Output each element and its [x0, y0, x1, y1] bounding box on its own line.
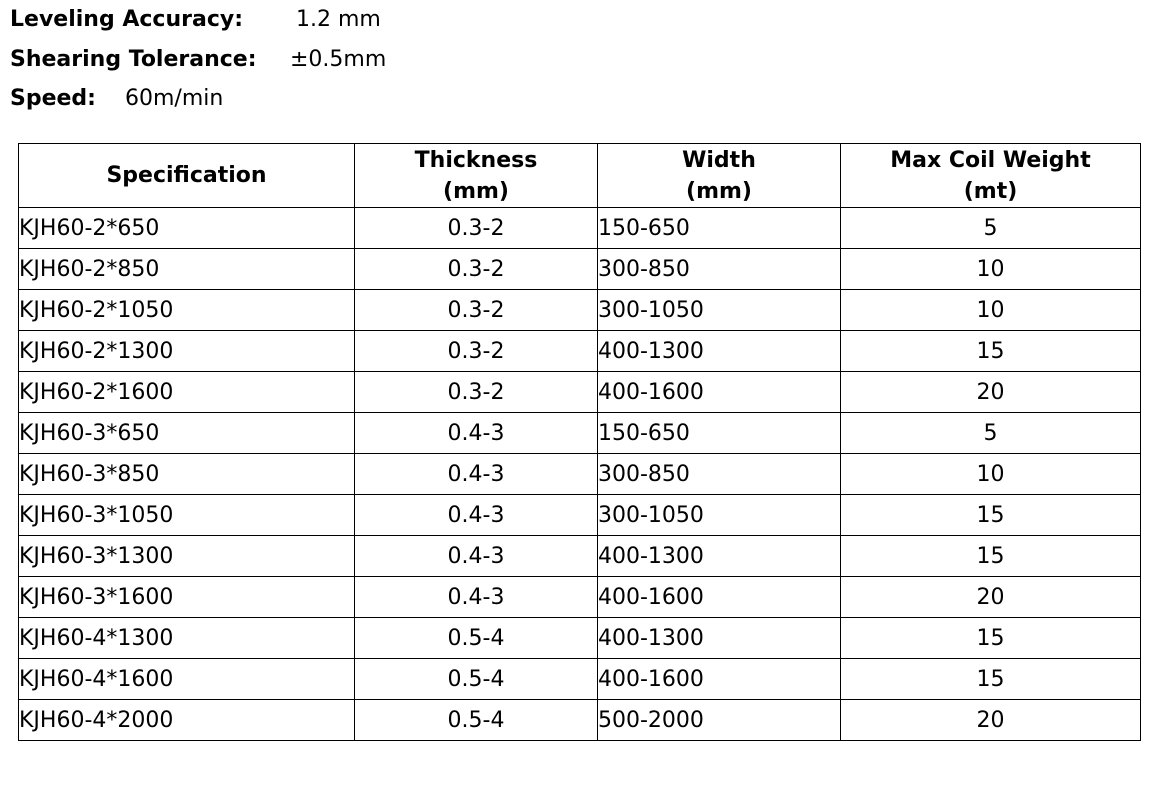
table-row — [19, 659, 1141, 700]
table-row — [19, 577, 1141, 618]
cell-specification: KJH60-2*1050 — [19, 290, 355, 331]
speed-value: 60m/min — [125, 86, 224, 111]
cell-specification: KJH60-2*650 — [19, 208, 355, 249]
table-row — [19, 413, 1141, 454]
cell-max-coil-weight: 20 — [841, 372, 1141, 413]
cell-max-coil-weight: 20 — [841, 700, 1141, 741]
cell-width: 300-850 — [598, 454, 841, 495]
cell-max-coil-weight: 10 — [841, 454, 1141, 495]
cell-width: 500-2000 — [598, 700, 841, 741]
cell-specification: KJH60-3*1300 — [19, 536, 355, 577]
cell-thickness: 0.5-4 — [355, 659, 598, 700]
cell-specification: KJH60-2*1300 — [19, 331, 355, 372]
header-line-1: Thickness — [414, 147, 538, 173]
cell-thickness: 0.4-3 — [355, 454, 598, 495]
cell-max-coil-weight: 5 — [841, 413, 1141, 454]
shearing-tolerance-label: Shearing Tolerance: — [10, 47, 257, 72]
table-row — [19, 536, 1141, 577]
cell-width: 300-850 — [598, 249, 841, 290]
shearing-tolerance-line — [10, 40, 386, 80]
cell-specification: KJH60-2*1600 — [19, 372, 355, 413]
speed-label: Speed: — [10, 86, 96, 111]
cell-specification: KJH60-4*2000 — [19, 700, 355, 741]
table-row — [19, 290, 1141, 331]
cell-width: 400-1300 — [598, 331, 841, 372]
leveling-accuracy-label: Leveling Accuracy: — [10, 7, 243, 32]
cell-max-coil-weight: 15 — [841, 331, 1141, 372]
cell-width: 400-1600 — [598, 372, 841, 413]
header-width — [598, 144, 841, 208]
cell-max-coil-weight: 15 — [841, 536, 1141, 577]
table-header-row — [19, 144, 1141, 208]
cell-width: 400-1300 — [598, 618, 841, 659]
header-specification — [19, 144, 355, 208]
speed-line — [10, 79, 223, 119]
cell-thickness: 0.4-3 — [355, 577, 598, 618]
table-row — [19, 454, 1141, 495]
cell-specification: KJH60-3*1050 — [19, 495, 355, 536]
table-row — [19, 495, 1141, 536]
cell-specification: KJH60-3*1600 — [19, 577, 355, 618]
table-row — [19, 208, 1141, 249]
cell-max-coil-weight: 5 — [841, 208, 1141, 249]
cell-max-coil-weight: 10 — [841, 290, 1141, 331]
cell-thickness: 0.4-3 — [355, 495, 598, 536]
cell-width: 300-1050 — [598, 495, 841, 536]
table-row — [19, 618, 1141, 659]
table-header — [19, 144, 1141, 208]
header-line-2: (mt) — [963, 178, 1018, 204]
cell-max-coil-weight: 15 — [841, 495, 1141, 536]
cell-specification: KJH60-3*850 — [19, 454, 355, 495]
cell-width: 400-1600 — [598, 577, 841, 618]
table-row — [19, 700, 1141, 741]
shearing-tolerance-value: ±0.5mm — [290, 47, 387, 72]
cell-width: 400-1300 — [598, 536, 841, 577]
leveling-accuracy-value: 1.2 mm — [296, 7, 381, 32]
cell-thickness: 0.5-4 — [355, 618, 598, 659]
cell-thickness: 0.3-2 — [355, 331, 598, 372]
table-row — [19, 331, 1141, 372]
header-max-coil-weight — [841, 144, 1141, 208]
cell-specification: KJH60-4*1600 — [19, 659, 355, 700]
cell-thickness: 0.3-2 — [355, 249, 598, 290]
cell-thickness: 0.3-2 — [355, 290, 598, 331]
cell-thickness: 0.4-3 — [355, 413, 598, 454]
cell-width: 300-1050 — [598, 290, 841, 331]
header-line-1: Specification — [106, 163, 267, 188]
header-thickness — [355, 144, 598, 208]
cell-thickness: 0.5-4 — [355, 700, 598, 741]
table-body — [19, 208, 1141, 741]
table-row — [19, 372, 1141, 413]
header-line-2: (mm) — [686, 178, 752, 204]
cell-width: 150-650 — [598, 208, 841, 249]
specification-table — [18, 143, 1141, 741]
cell-specification: KJH60-4*1300 — [19, 618, 355, 659]
cell-thickness: 0.3-2 — [355, 372, 598, 413]
cell-thickness: 0.3-2 — [355, 208, 598, 249]
header-line-1: Max Coil Weight — [890, 147, 1091, 173]
cell-width: 400-1600 — [598, 659, 841, 700]
cell-max-coil-weight: 15 — [841, 659, 1141, 700]
table-row — [19, 249, 1141, 290]
cell-specification: KJH60-3*650 — [19, 413, 355, 454]
cell-max-coil-weight: 15 — [841, 618, 1141, 659]
cell-max-coil-weight: 10 — [841, 249, 1141, 290]
header-line-1: Width — [682, 147, 756, 173]
cell-max-coil-weight: 20 — [841, 577, 1141, 618]
cell-thickness: 0.4-3 — [355, 536, 598, 577]
leveling-accuracy-line — [10, 0, 381, 40]
cell-specification: KJH60-2*850 — [19, 249, 355, 290]
header-line-2: (mm) — [443, 178, 509, 204]
cell-width: 150-650 — [598, 413, 841, 454]
